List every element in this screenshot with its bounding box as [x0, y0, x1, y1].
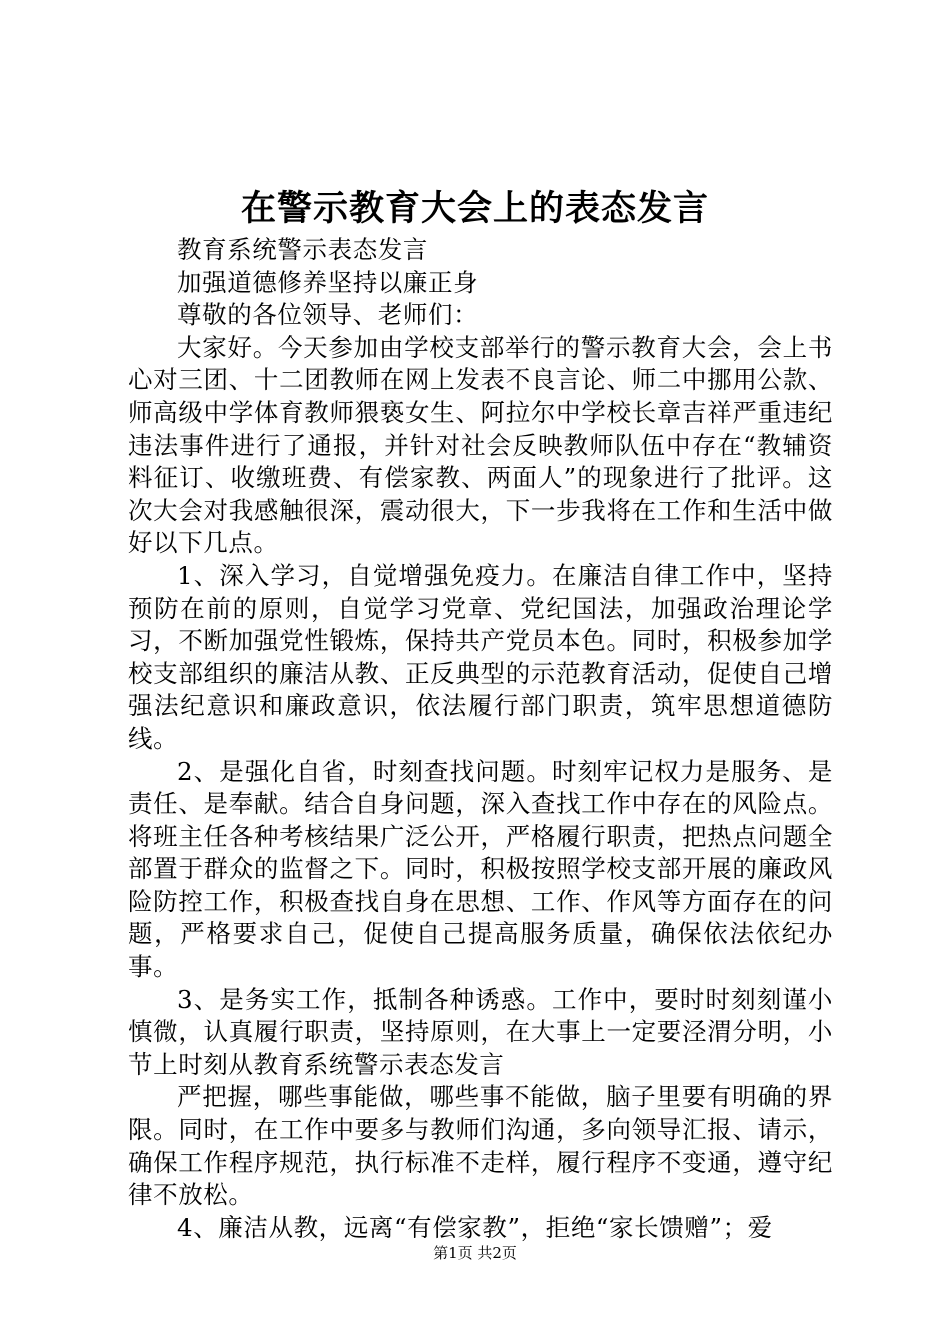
- document-body: [128, 234, 833, 1244]
- document-title: 在警示教育大会上的表态发言: [240, 188, 709, 229]
- paragraph-theme: 加强道德修养坚持以廉正身: [177, 267, 479, 297]
- paragraph-salutation: 尊敬的各位领导、老师们：: [177, 300, 479, 330]
- paragraph-point-2: 2、是强化自省，时刻查找问题。时刻牢记权力是服务、是责任、是奉献。结合自身问题，深入查找工作中存在的风险点。将班主任各种考核结果广泛公开，严格履行职责，把热点问题全部置于群众的监督之下。同时，积极按照学校支部开展的廉政风险防控工作，积极查找自身在思想、工作、作风等方面存在的问题，严格要求自己，促使自己提高服务质量，确保依法依纪办事。: [128, 756, 833, 982]
- paragraph-point-1: 1、深入学习，自觉增强免疫力。在廉洁自律工作中，坚持预防在前的原则，自觉学习党章、党纪国法，加强政治理论学习，不断加强党性锻炼，保持共产党员本色。同时，积极参加学校支部组织的廉洁从教、正反典型的示范教育活动，促使自己增强法纪意识和廉政意识，依法履行部门职责，筑牢思想道德防线。: [128, 560, 833, 753]
- page-footer: 第1页 共2页: [433, 1244, 517, 1262]
- paragraph-point-3-continued: 严把握，哪些事能做，哪些事不能做，脑子里要有明确的界限。同时，在工作中要多与教师们沟通，多向领导汇报、请示，确保工作程序规范，执行标准不走样，履行程序不变通，遵守纪律不放松。: [128, 1082, 833, 1210]
- paragraph-point-4: 4、廉洁从教，远离“有偿家教”，拒绝“家长馈赠”；爱: [177, 1212, 773, 1242]
- paragraph-point-3: 3、是务实工作，抵制各种诱惑。工作中，要时时刻刻谨小慎微，认真履行职责，坚持原则，在大事上一定要泾渭分明，小节上时刻从教育系统警示表态发言: [128, 984, 833, 1079]
- paragraph-subtitle: 教育系统警示表态发言: [177, 235, 428, 264]
- paragraph-intro: 大家好。今天参加由学校支部举行的警示教育大会，会上书心对三团、十二团教师在网上发表不良言论、师二中挪用公款、师高级中学体育教师猥亵女生、阿拉尔中学校长章吉祥严重违纪违法事件进行了通报，并针对社会反映教师队伍中存在“教辅资料征订、收缴班费、有偿家教、两面人”的现象进行了批评。这次大会对我感触很深，震动很大，下一步我将在工作和生活中做好以下几点。: [128, 332, 833, 558]
